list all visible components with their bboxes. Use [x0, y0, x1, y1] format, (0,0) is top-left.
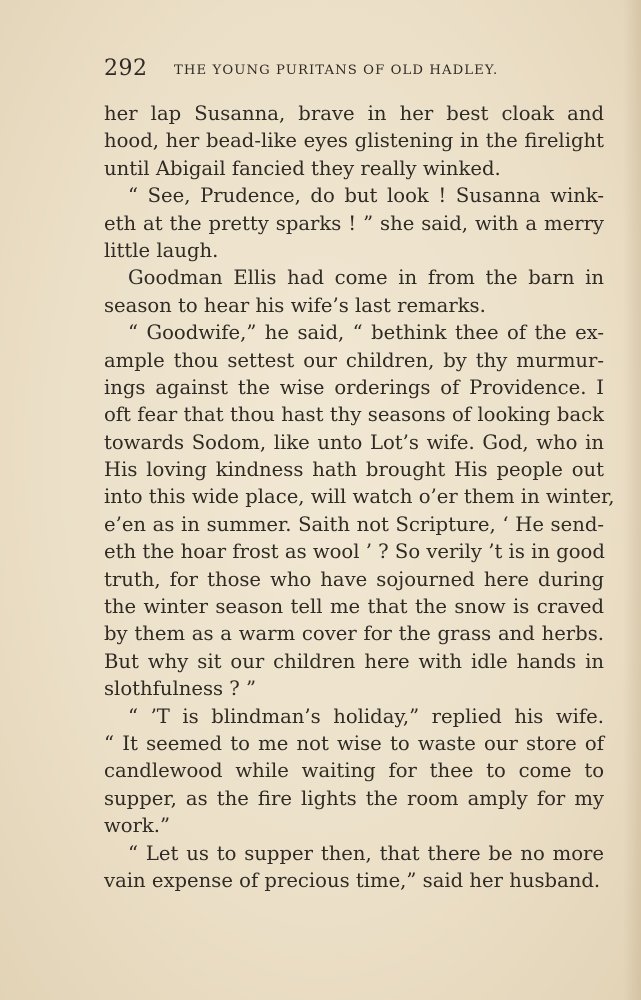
running-header: [104, 56, 544, 86]
text-line: “ ’T is blindman’s holiday,” replied his wife.: [128, 704, 604, 728]
text-line: Goodman Ellis had come in from the barn in: [128, 266, 604, 290]
text-line: into this wide place, will watch o’er them in winter,: [104, 485, 615, 509]
page-number: 292: [104, 56, 148, 81]
text-line: the winter season tell me that the snow is craved: [104, 595, 604, 619]
text-line: eth at the pretty sparks ! ” she said, with a merry: [104, 211, 604, 235]
text-line: But why sit our children here with idle hands in: [104, 649, 604, 673]
text-line: eth the hoar frost as wool ’ ? So verily ’t is in good: [104, 540, 605, 564]
text-line: oft fear that thou hast thy seasons of looking back: [104, 403, 604, 427]
text-line: His loving kindness hath brought His people out: [104, 458, 604, 482]
text-line: “ Let us to supper then, that there be no more: [128, 841, 604, 865]
text-line: season to hear his wife’s last remarks.: [104, 293, 486, 317]
text-line: supper, as the fire lights the room amply for my: [104, 786, 604, 810]
text-line: ample thou settest our children, by thy murmur-: [104, 348, 604, 372]
text-line: little laugh.: [104, 238, 219, 262]
text-line: candlewood while waiting for thee to come to: [104, 759, 604, 783]
text-line: “ See, Prudence, do but look ! Susanna wink-: [128, 184, 604, 208]
text-line: by them as a warm cover for the grass and herbs.: [104, 622, 604, 646]
text-line: ings against the wise orderings of Providence. I: [104, 375, 604, 399]
text-line: towards Sodom, like unto Lot’s wife. God, who in: [104, 430, 604, 454]
running-title: THE YOUNG PURITANS OF OLD HADLEY.: [174, 63, 499, 78]
text-line: work.”: [104, 814, 171, 838]
text-line: until Abigail fancied they really winked.: [104, 156, 501, 180]
text-line: e’en as in summer. Saith not Scripture, ‘ He send-: [104, 512, 604, 536]
text-line: “ Goodwife,” he said, “ bethink thee of the ex-: [128, 321, 604, 345]
text-line: her lap Susanna, brave in her best cloak and: [104, 102, 604, 125]
page-edge-shadow: [623, 0, 641, 1000]
text-line: “ It seemed to me not wise to waste our store of: [104, 731, 604, 755]
text-line: vain expense of precious time,” said her husband.: [104, 868, 601, 892]
text-line: hood, her bead-like eyes glistening in the firelight: [104, 129, 604, 153]
text-line: slothfulness ? ”: [104, 677, 257, 701]
body-text: [104, 100, 615, 894]
text-line: truth, for those who have sojourned here during: [104, 567, 604, 591]
